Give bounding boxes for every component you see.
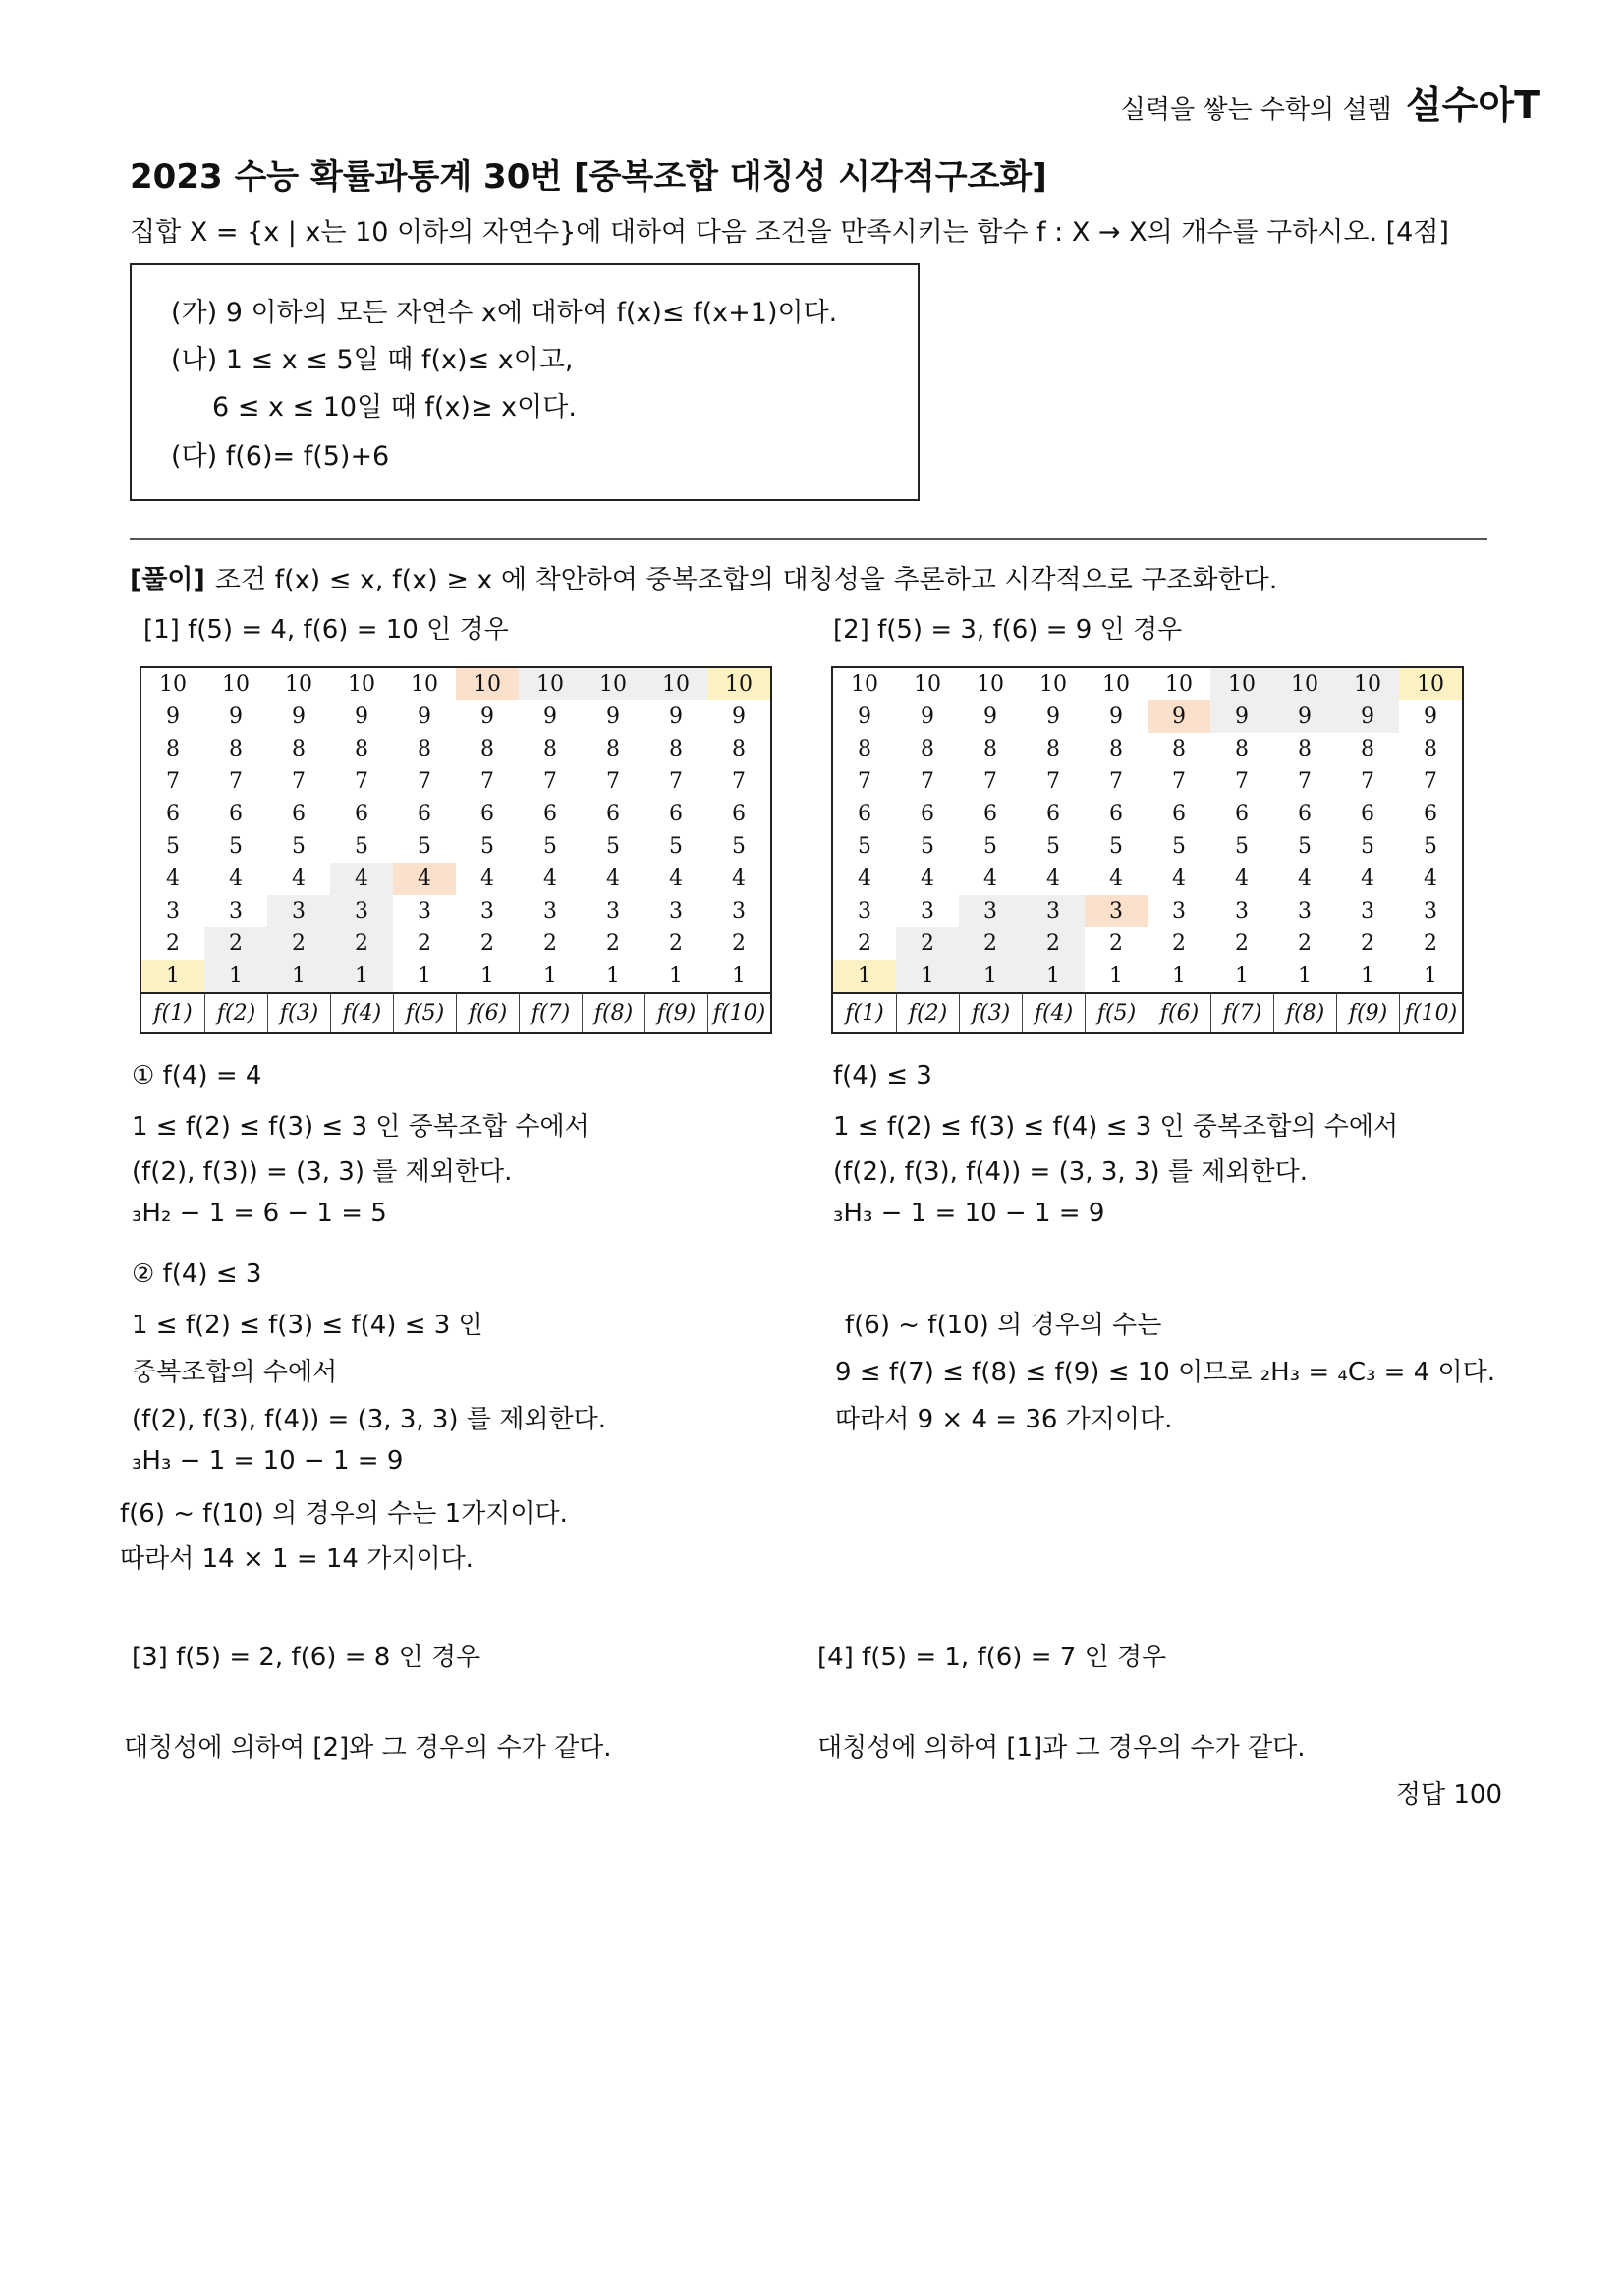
- brand-header: [1121, 75, 1540, 129]
- table-cell: 5: [1109, 834, 1123, 859]
- table-cell: 6: [480, 802, 494, 826]
- table-cell: 3: [1361, 899, 1374, 924]
- table-cell: 10: [1399, 668, 1462, 700]
- left-note: 따라서 14 × 1 = 14 가지이다.: [120, 1544, 474, 1574]
- column-header: f(5): [1085, 992, 1148, 1032]
- table-cell: 4: [393, 863, 456, 895]
- table-cell: 10: [707, 668, 770, 700]
- table-cell: 3: [1424, 899, 1437, 924]
- left-note: ₃H₂ − 1 = 6 − 1 = 5: [132, 1199, 387, 1228]
- table-cell: 1: [1172, 964, 1186, 988]
- left-note: ② f(4) ≤ 3: [132, 1259, 262, 1289]
- brand-name: 설수아T: [1405, 84, 1540, 127]
- left-note: (f(2), f(3), f(4)) = (3, 3, 3) 를 제외한다.: [132, 1405, 606, 1434]
- table-cell: 6: [166, 802, 180, 826]
- table-cell: 3: [606, 899, 620, 924]
- table-cell: 10: [285, 672, 312, 697]
- table-cell: 1: [1298, 964, 1312, 988]
- table-cell: 10: [1102, 672, 1130, 697]
- solution-intro-text: 조건 f(x) ≤ x, f(x) ≥ x 에 착안하여 중복조합의 대칭성을 추론하고 시각적으로 구조화한다.: [214, 565, 1278, 595]
- table-cell: 8: [292, 737, 306, 761]
- table-cell: 3: [267, 895, 330, 927]
- table-cell: 6: [292, 802, 306, 826]
- divider: [130, 538, 1487, 540]
- table-cell: 8: [355, 737, 368, 761]
- table-cell: 8: [1361, 737, 1374, 761]
- table-cell: 8: [1235, 737, 1249, 761]
- table-cell: 9: [1210, 700, 1273, 733]
- table-cell: 10: [348, 672, 375, 697]
- column-header: f(1): [141, 992, 204, 1032]
- table-cell: 2: [204, 927, 267, 960]
- table-cell: 9: [1336, 700, 1399, 733]
- table-cell: 2: [480, 931, 494, 956]
- table-cell: 9: [1046, 704, 1060, 729]
- table-cell: 8: [606, 737, 620, 761]
- table-cell: 5: [480, 834, 494, 859]
- left-note: ₃H₃ − 1 = 10 − 1 = 9: [132, 1446, 404, 1476]
- table-cell: 4: [983, 867, 997, 891]
- table-cell: 5: [292, 834, 306, 859]
- case-4-body: 대칭성에 의하여 [1]과 그 경우의 수가 같다.: [817, 1733, 1306, 1763]
- table-cell: 5: [1424, 834, 1437, 859]
- case-2-heading: [2] f(5) = 3, f(6) = 9 인 경우: [833, 615, 1183, 644]
- table-cell: 7: [858, 769, 871, 794]
- table-cell: 9: [1109, 704, 1123, 729]
- table-cell: 2: [732, 931, 746, 956]
- table-cell: 4: [229, 867, 243, 891]
- right-note: f(6) ~ f(10) 의 경우의 수는: [845, 1311, 1162, 1340]
- table-cell: 9: [606, 704, 620, 729]
- table-cell: 1: [267, 960, 330, 992]
- table-cell: 1: [1361, 964, 1374, 988]
- case-4-heading: [4] f(5) = 1, f(6) = 7 인 경우: [817, 1643, 1167, 1672]
- table-cell: 1: [732, 964, 746, 988]
- table-cell: 7: [355, 769, 368, 794]
- table-cell: 5: [1361, 834, 1374, 859]
- table-cell: 2: [1235, 931, 1249, 956]
- table-cell: 5: [229, 834, 243, 859]
- condition-da: (다) f(6)= f(5)+6: [171, 441, 390, 472]
- table-cell: 10: [582, 668, 644, 700]
- table-cell: 5: [166, 834, 180, 859]
- page-title: 2023 수능 확률과통계 30번 [중복조합 대칭성 시각적구조화]: [130, 157, 1047, 196]
- table-cell: 1: [1109, 964, 1123, 988]
- table-cell: 8: [732, 737, 746, 761]
- table-cell: 10: [644, 668, 707, 700]
- table-cell: 5: [921, 834, 934, 859]
- table-cell: 3: [858, 899, 871, 924]
- case-3-body: 대칭성에 의하여 [2]와 그 경우의 수가 같다.: [124, 1733, 612, 1763]
- table-cell: 6: [355, 802, 368, 826]
- table-cell: 10: [159, 672, 187, 697]
- table-cell: 8: [858, 737, 871, 761]
- table-cell: 4: [1046, 867, 1060, 891]
- table-cell: 9: [543, 704, 557, 729]
- table-cell: 9: [480, 704, 494, 729]
- left-note: f(6) ~ f(10) 의 경우의 수는 1가지이다.: [120, 1499, 568, 1529]
- table-cell: 6: [229, 802, 243, 826]
- case-1-heading: [1] f(5) = 4, f(6) = 10 인 경우: [143, 615, 509, 644]
- table-cell: 4: [1361, 867, 1374, 891]
- table-cell: 8: [1298, 737, 1312, 761]
- table-cell: 1: [418, 964, 431, 988]
- table-cell: 7: [983, 769, 997, 794]
- table-cell: 9: [229, 704, 243, 729]
- table-cell: 10: [1039, 672, 1067, 697]
- table-cell: 2: [1109, 931, 1123, 956]
- column-header: f(9): [1336, 992, 1399, 1032]
- column-header: f(7): [1210, 992, 1273, 1032]
- condition-na: (나) 1 ≤ x ≤ 5일 때 f(x)≤ x이고,: [171, 345, 574, 375]
- table-cell: 10: [456, 668, 519, 700]
- answer: 정답 100: [1395, 1780, 1502, 1810]
- table-cell: 7: [606, 769, 620, 794]
- table-cell: 4: [858, 867, 871, 891]
- table-cell: 3: [1298, 899, 1312, 924]
- table-cell: 5: [732, 834, 746, 859]
- table-cell: 9: [983, 704, 997, 729]
- table-cell: 2: [959, 927, 1022, 960]
- table-cell: 5: [355, 834, 368, 859]
- table-cell: 4: [1298, 867, 1312, 891]
- right-note: f(4) ≤ 3: [833, 1061, 932, 1091]
- table-cell: 9: [1424, 704, 1437, 729]
- column-header: f(6): [1148, 992, 1210, 1032]
- table-cell: 7: [921, 769, 934, 794]
- table-cell: 7: [1361, 769, 1374, 794]
- table-cell: 6: [1424, 802, 1437, 826]
- table-cell: 6: [669, 802, 683, 826]
- table-cell: 9: [1148, 700, 1210, 733]
- column-header: f(5): [393, 992, 456, 1032]
- case-3-heading: [3] f(5) = 2, f(6) = 8 인 경우: [132, 1643, 481, 1672]
- solution-label: [풀이]: [130, 565, 205, 595]
- table-cell: 2: [418, 931, 431, 956]
- table-cell: 5: [669, 834, 683, 859]
- table-cell: 7: [543, 769, 557, 794]
- table-cell: 5: [1235, 834, 1249, 859]
- table-cell: 8: [669, 737, 683, 761]
- table-cell: 7: [418, 769, 431, 794]
- table-cell: 6: [418, 802, 431, 826]
- table-cell: 5: [418, 834, 431, 859]
- table-cell: 4: [166, 867, 180, 891]
- case-2-table: [831, 666, 1464, 1034]
- column-header: f(7): [519, 992, 582, 1032]
- table-cell: 8: [543, 737, 557, 761]
- table-cell: 10: [1210, 668, 1273, 700]
- table-cell: 10: [1273, 668, 1336, 700]
- table-cell: 5: [1046, 834, 1060, 859]
- conditions-box: [130, 263, 920, 501]
- table-cell: 1: [896, 960, 959, 992]
- table-cell: 7: [669, 769, 683, 794]
- table-cell: 9: [166, 704, 180, 729]
- condition-na-cont: 6 ≤ x ≤ 10일 때 f(x)≥ x이다.: [212, 392, 577, 422]
- table-cell: 5: [606, 834, 620, 859]
- table-cell: 4: [1172, 867, 1186, 891]
- left-note: 1 ≤ f(2) ≤ f(3) ≤ 3 인 중복조합 수에서: [132, 1112, 589, 1142]
- table-cell: 1: [204, 960, 267, 992]
- column-header: f(8): [582, 992, 644, 1032]
- table-cell: 3: [330, 895, 393, 927]
- table-cell: 7: [1235, 769, 1249, 794]
- table-cell: 1: [669, 964, 683, 988]
- table-cell: 3: [166, 899, 180, 924]
- table-cell: 6: [1046, 802, 1060, 826]
- table-cell: 5: [543, 834, 557, 859]
- column-header: f(2): [204, 992, 267, 1032]
- table-cell: 7: [166, 769, 180, 794]
- column-header: f(8): [1273, 992, 1336, 1032]
- column-header: f(9): [644, 992, 707, 1032]
- table-cell: 7: [229, 769, 243, 794]
- table-cell: 10: [851, 672, 878, 697]
- table-cell: 4: [669, 867, 683, 891]
- column-header: f(3): [267, 992, 330, 1032]
- table-cell: 5: [1298, 834, 1312, 859]
- table-cell: 3: [480, 899, 494, 924]
- right-note: 따라서 9 × 4 = 36 가지이다.: [835, 1405, 1173, 1434]
- table-cell: 1: [833, 960, 896, 992]
- table-cell: 3: [732, 899, 746, 924]
- table-cell: 2: [858, 931, 871, 956]
- table-cell: 10: [222, 672, 250, 697]
- brand-tagline: 실력을 쌓는 수학의 설렘: [1120, 95, 1392, 125]
- table-cell: 9: [1273, 700, 1336, 733]
- table-cell: 6: [921, 802, 934, 826]
- table-cell: 7: [480, 769, 494, 794]
- column-header: f(3): [959, 992, 1022, 1032]
- solution-intro: [130, 558, 1277, 596]
- table-cell: 4: [330, 863, 393, 895]
- table-cell: 4: [921, 867, 934, 891]
- table-cell: 10: [914, 672, 941, 697]
- table-cell: 8: [1424, 737, 1437, 761]
- table-cell: 4: [543, 867, 557, 891]
- column-header: f(10): [707, 992, 770, 1032]
- table-cell: 4: [1109, 867, 1123, 891]
- table-cell: 3: [1172, 899, 1186, 924]
- table-cell: 3: [669, 899, 683, 924]
- column-header: f(6): [456, 992, 519, 1032]
- table-cell: 10: [1165, 672, 1193, 697]
- table-cell: 10: [411, 672, 438, 697]
- table-cell: 1: [1235, 964, 1249, 988]
- table-cell: 2: [1172, 931, 1186, 956]
- table-cell: 7: [1298, 769, 1312, 794]
- table-cell: 3: [418, 899, 431, 924]
- table-cell: 2: [543, 931, 557, 956]
- right-note: 1 ≤ f(2) ≤ f(3) ≤ f(4) ≤ 3 인 중복조합의 수에서: [833, 1112, 1399, 1142]
- table-cell: 4: [292, 867, 306, 891]
- left-note: (f(2), f(3)) = (3, 3) 를 제외한다.: [132, 1157, 513, 1187]
- table-cell: 5: [983, 834, 997, 859]
- table-cell: 2: [669, 931, 683, 956]
- table-cell: 4: [480, 867, 494, 891]
- table-cell: 10: [977, 672, 1004, 697]
- table-cell: 8: [983, 737, 997, 761]
- table-cell: 9: [292, 704, 306, 729]
- table-cell: 10: [519, 668, 582, 700]
- table-cell: 1: [330, 960, 393, 992]
- right-note: (f(2), f(3), f(4)) = (3, 3, 3) 를 제외한다.: [833, 1157, 1308, 1187]
- table-cell: 10: [1336, 668, 1399, 700]
- table-cell: 8: [921, 737, 934, 761]
- table-cell: 3: [229, 899, 243, 924]
- left-note: ① f(4) = 4: [132, 1061, 262, 1091]
- table-cell: 6: [1235, 802, 1249, 826]
- table-cell: 8: [1172, 737, 1186, 761]
- table-cell: 6: [1298, 802, 1312, 826]
- table-cell: 2: [267, 927, 330, 960]
- table-cell: 7: [1109, 769, 1123, 794]
- table-cell: 6: [1361, 802, 1374, 826]
- table-cell: 8: [229, 737, 243, 761]
- table-cell: 1: [959, 960, 1022, 992]
- table-cell: 1: [480, 964, 494, 988]
- table-cell: 3: [1235, 899, 1249, 924]
- table-cell: 9: [418, 704, 431, 729]
- column-header: f(4): [1022, 992, 1085, 1032]
- table-cell: 2: [1424, 931, 1437, 956]
- table-cell: 3: [921, 899, 934, 924]
- table-cell: 6: [858, 802, 871, 826]
- table-cell: 3: [1085, 895, 1148, 927]
- column-header: f(10): [1399, 992, 1462, 1032]
- table-cell: 4: [732, 867, 746, 891]
- table-cell: 7: [1046, 769, 1060, 794]
- column-header: f(2): [896, 992, 959, 1032]
- table-cell: 9: [921, 704, 934, 729]
- case-1-table: [140, 666, 772, 1034]
- table-cell: 6: [543, 802, 557, 826]
- table-cell: 1: [543, 964, 557, 988]
- table-cell: 7: [1172, 769, 1186, 794]
- table-cell: 8: [166, 737, 180, 761]
- table-cell: 2: [330, 927, 393, 960]
- table-cell: 8: [1109, 737, 1123, 761]
- table-cell: 8: [1046, 737, 1060, 761]
- table-cell: 1: [1022, 960, 1085, 992]
- table-cell: 6: [1109, 802, 1123, 826]
- table-cell: 4: [606, 867, 620, 891]
- table-cell: 2: [606, 931, 620, 956]
- table-cell: 7: [732, 769, 746, 794]
- table-cell: 7: [1424, 769, 1437, 794]
- table-cell: 5: [858, 834, 871, 859]
- table-cell: 2: [166, 931, 180, 956]
- table-cell: 3: [1022, 895, 1085, 927]
- table-cell: 8: [418, 737, 431, 761]
- column-header: f(4): [330, 992, 393, 1032]
- table-cell: 3: [543, 899, 557, 924]
- table-cell: 6: [606, 802, 620, 826]
- left-note: 1 ≤ f(2) ≤ f(3) ≤ f(4) ≤ 3 인: [132, 1311, 483, 1340]
- left-note: 중복조합의 수에서: [132, 1358, 338, 1387]
- table-cell: 2: [1361, 931, 1374, 956]
- right-note: ₃H₃ − 1 = 10 − 1 = 9: [833, 1199, 1105, 1228]
- table-cell: 9: [732, 704, 746, 729]
- table-cell: 9: [669, 704, 683, 729]
- column-header: f(1): [833, 992, 896, 1032]
- table-cell: 1: [1424, 964, 1437, 988]
- table-cell: 6: [1172, 802, 1186, 826]
- table-cell: 9: [355, 704, 368, 729]
- table-cell: 6: [732, 802, 746, 826]
- table-cell: 6: [983, 802, 997, 826]
- problem-statement: 집합 X = {x | x는 10 이하의 자연수}에 대하여 다음 조건을 만족시키는 함수 f : X → X의 개수를 구하시오. [4점]: [130, 217, 1449, 248]
- table-cell: 2: [1298, 931, 1312, 956]
- right-note: 9 ≤ f(7) ≤ f(8) ≤ f(9) ≤ 10 이므로 ₂H₃ = ₄C₃ = 4 이다.: [835, 1358, 1496, 1387]
- table-cell: 4: [1235, 867, 1249, 891]
- table-cell: 2: [1022, 927, 1085, 960]
- table-cell: 7: [292, 769, 306, 794]
- table-cell: 1: [141, 960, 204, 992]
- table-cell: 3: [959, 895, 1022, 927]
- table-cell: 1: [606, 964, 620, 988]
- table-cell: 4: [1424, 867, 1437, 891]
- table-cell: 2: [896, 927, 959, 960]
- table-cell: 5: [1172, 834, 1186, 859]
- table-cell: 8: [480, 737, 494, 761]
- table-cell: 9: [858, 704, 871, 729]
- condition-ga: (가) 9 이하의 모든 자연수 x에 대하여 f(x)≤ f(x+1)이다.: [171, 298, 838, 328]
